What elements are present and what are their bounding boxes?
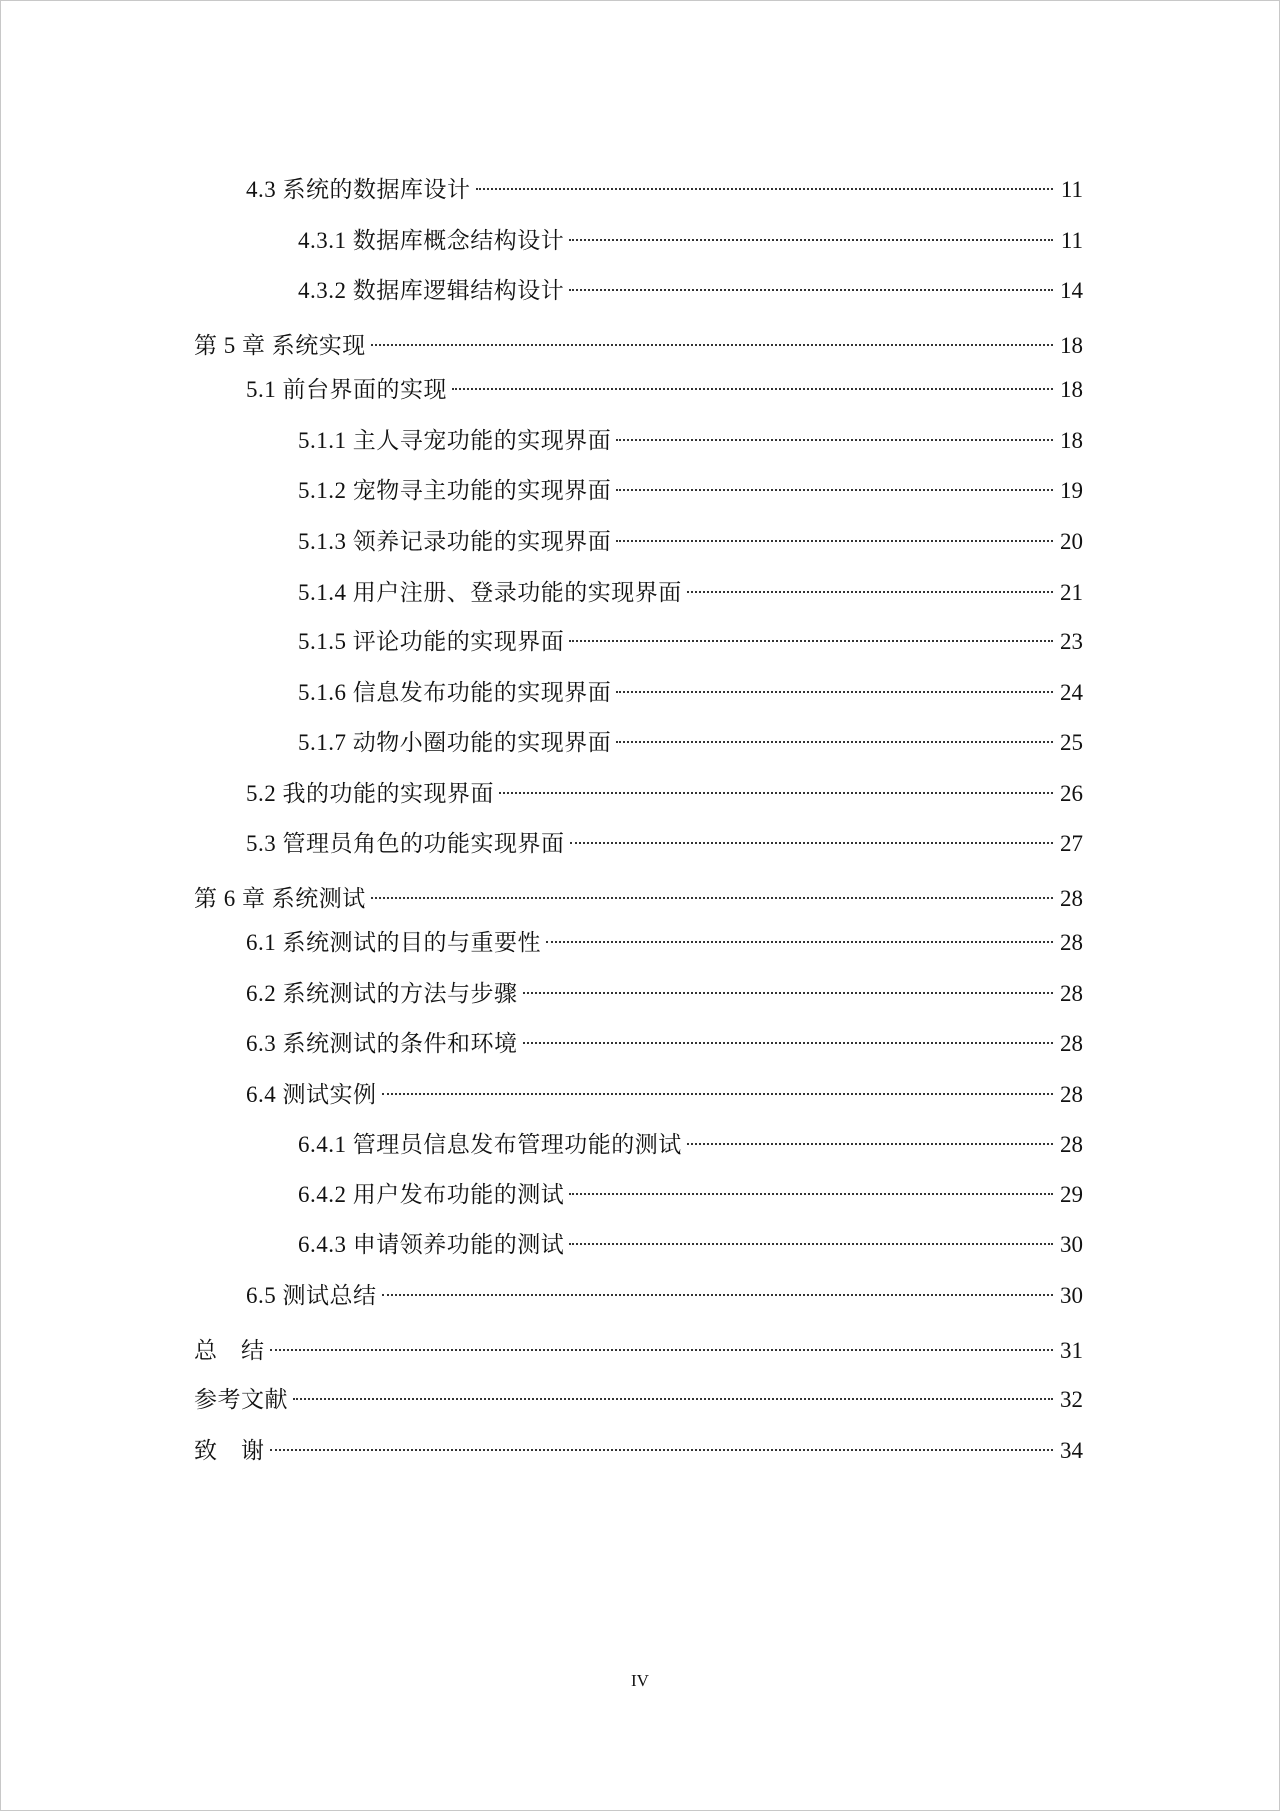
dot-leader xyxy=(569,268,1053,298)
dot-leader xyxy=(569,1172,1053,1202)
dot-leader xyxy=(371,876,1053,906)
dot-leader xyxy=(382,1072,1054,1102)
toc-entry-page-number: 28 xyxy=(1060,930,1083,955)
dot-leader xyxy=(687,1122,1053,1152)
toc-entry-page-number: 28 xyxy=(1060,1031,1083,1056)
toc-entry-title: 6.4.1 管理员信息发布管理功能的测试 xyxy=(298,1132,682,1157)
dot-leader xyxy=(499,771,1053,801)
dot-leader xyxy=(616,519,1053,549)
toc-entry-page-number: 11 xyxy=(1060,177,1083,202)
toc-entry[interactable] xyxy=(298,268,1083,303)
toc-entry-page-number: 11 xyxy=(1060,228,1083,253)
page-number: IV xyxy=(631,1671,649,1690)
toc-entry[interactable] xyxy=(298,1222,1083,1257)
toc-entry-title: 5.3 管理员角色的功能实现界面 xyxy=(246,831,565,856)
toc-entry[interactable] xyxy=(246,920,1083,955)
toc-entry[interactable] xyxy=(246,1072,1083,1107)
toc-entry-title: 5.1.3 领养记录功能的实现界面 xyxy=(298,529,612,554)
toc-entry-title: 6.4 测试实例 xyxy=(246,1082,377,1107)
toc-entry-page-number: 19 xyxy=(1060,478,1083,503)
toc-entry[interactable] xyxy=(298,670,1083,705)
toc-entry-title: 5.1.1 主人寻宠功能的实现界面 xyxy=(298,428,612,453)
toc-entry-page-number: 28 xyxy=(1060,1132,1083,1157)
toc-entry[interactable] xyxy=(298,720,1083,755)
toc-entry[interactable] xyxy=(298,218,1083,253)
dot-leader xyxy=(371,323,1053,353)
toc-entry[interactable] xyxy=(246,771,1083,806)
toc-entry-title: 6.2 系统测试的方法与步骤 xyxy=(246,981,518,1006)
toc-entry-title: 4.3 系统的数据库设计 xyxy=(246,177,471,202)
toc-entry-title: 5.1.4 用户注册、登录功能的实现界面 xyxy=(298,580,682,605)
dot-leader xyxy=(293,1377,1053,1407)
dot-leader xyxy=(616,670,1053,700)
toc-entry-title: 6.4.3 申请领养功能的测试 xyxy=(298,1232,565,1257)
dot-leader xyxy=(616,418,1053,448)
dot-leader xyxy=(570,821,1054,851)
toc-entry-title: 4.3.1 数据库概念结构设计 xyxy=(298,228,565,253)
toc-entry-title: 参考文献 xyxy=(194,1387,288,1412)
dot-leader xyxy=(616,468,1053,498)
toc-entry-page-number: 24 xyxy=(1060,680,1083,705)
toc-entry-title: 第 6 章 系统测试 xyxy=(194,886,366,911)
dot-leader xyxy=(382,1273,1054,1303)
toc-entry-title: 6.1 系统测试的目的与重要性 xyxy=(246,930,541,955)
toc-entry[interactable] xyxy=(246,1021,1083,1056)
toc-entry-page-number: 31 xyxy=(1060,1338,1083,1363)
toc-entry-page-number: 18 xyxy=(1060,333,1083,358)
toc-entry[interactable] xyxy=(194,876,1083,911)
dot-leader xyxy=(523,971,1054,1001)
dot-leader xyxy=(687,570,1053,600)
toc-entry-page-number: 23 xyxy=(1060,629,1083,654)
toc-entry-page-number: 18 xyxy=(1060,377,1083,402)
dot-leader xyxy=(476,167,1054,197)
dot-leader xyxy=(569,218,1053,248)
toc-entry-page-number: 28 xyxy=(1060,886,1083,911)
toc-entry[interactable] xyxy=(246,821,1083,856)
toc-entry-page-number: 27 xyxy=(1060,831,1083,856)
toc-entry[interactable] xyxy=(194,1328,1083,1363)
toc-entry[interactable] xyxy=(246,1273,1083,1308)
toc-entry-title: 5.2 我的功能的实现界面 xyxy=(246,781,494,806)
toc-entry[interactable] xyxy=(194,323,1083,358)
dot-leader xyxy=(270,1428,1054,1458)
toc-entry[interactable] xyxy=(246,167,1083,202)
toc-entry-title: 5.1.5 评论功能的实现界面 xyxy=(298,629,565,654)
toc-entry-title: 6.5 测试总结 xyxy=(246,1283,377,1308)
toc-entry[interactable] xyxy=(246,971,1083,1006)
dot-leader xyxy=(569,1222,1053,1252)
dot-leader xyxy=(569,619,1053,649)
toc-entry-title: 6.4.2 用户发布功能的测试 xyxy=(298,1182,565,1207)
dot-leader xyxy=(523,1021,1054,1051)
toc-entry-page-number: 30 xyxy=(1060,1232,1083,1257)
toc-entry-page-number: 28 xyxy=(1060,1082,1083,1107)
toc-entry-title: 第 5 章 系统实现 xyxy=(194,333,366,358)
toc-entry-title: 6.3 系统测试的条件和环境 xyxy=(246,1031,518,1056)
toc-entry[interactable] xyxy=(298,1122,1083,1157)
toc-entry-page-number: 34 xyxy=(1060,1438,1083,1463)
toc-entry-title: 5.1.7 动物小圈功能的实现界面 xyxy=(298,730,612,755)
toc-entry-page-number: 30 xyxy=(1060,1283,1083,1308)
dot-leader xyxy=(616,720,1053,750)
dot-leader xyxy=(270,1328,1054,1358)
toc-entry-page-number: 18 xyxy=(1060,428,1083,453)
toc-entry[interactable] xyxy=(298,468,1083,503)
toc-entry-page-number: 20 xyxy=(1060,529,1083,554)
dot-leader xyxy=(546,920,1053,950)
toc-entry-page-number: 21 xyxy=(1060,580,1083,605)
toc-entry-title: 5.1.2 宠物寻主功能的实现界面 xyxy=(298,478,612,503)
toc-entry[interactable] xyxy=(298,1172,1083,1207)
toc-entry-title: 4.3.2 数据库逻辑结构设计 xyxy=(298,278,565,303)
toc-entry-title: 致 谢 xyxy=(194,1438,265,1463)
toc-entry-page-number: 32 xyxy=(1060,1387,1083,1412)
toc-entry[interactable] xyxy=(194,1377,1083,1412)
toc-entry-page-number: 28 xyxy=(1060,981,1083,1006)
toc-entry-page-number: 26 xyxy=(1060,781,1083,806)
toc-entry[interactable] xyxy=(298,619,1083,654)
toc-entry[interactable] xyxy=(298,519,1083,554)
toc-entry-page-number: 25 xyxy=(1060,730,1083,755)
toc-entry-page-number: 14 xyxy=(1060,278,1083,303)
toc-entry[interactable] xyxy=(246,367,1083,402)
toc-entry[interactable] xyxy=(298,418,1083,453)
toc-entry-title: 5.1.6 信息发布功能的实现界面 xyxy=(298,680,612,705)
toc-entry[interactable] xyxy=(194,1428,1083,1463)
toc-entry[interactable] xyxy=(298,570,1083,605)
toc-entry-title: 5.1 前台界面的实现 xyxy=(246,377,447,402)
toc-entry-page-number: 29 xyxy=(1060,1182,1083,1207)
dot-leader xyxy=(452,367,1053,397)
toc-entry-title: 总 结 xyxy=(194,1338,265,1363)
